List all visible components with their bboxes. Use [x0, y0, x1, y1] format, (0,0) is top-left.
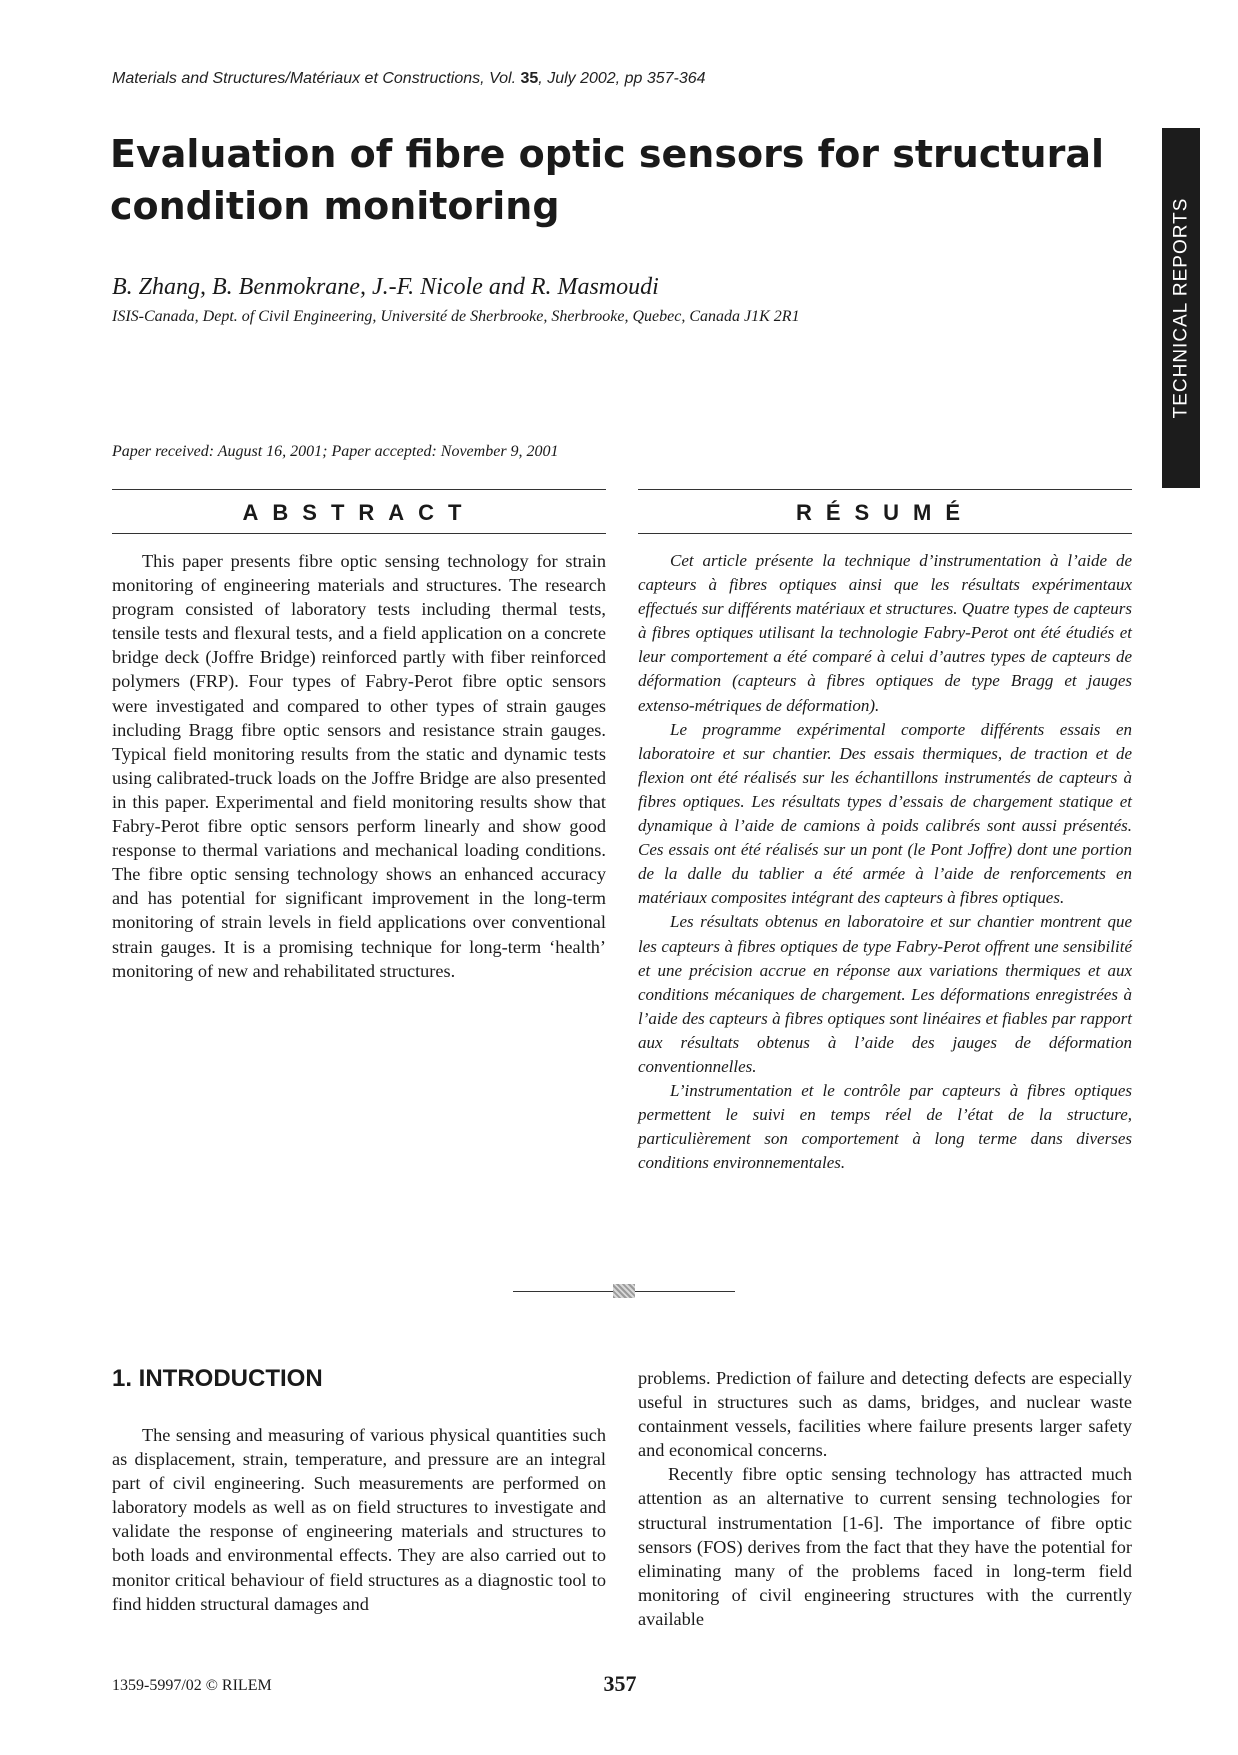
- abstract-top-rule: [112, 489, 606, 490]
- introduction-left-column: [112, 1423, 606, 1616]
- introduction-continuation: problems. Prediction of failure and detecting defects are especially useful in structures such as dams, bridges, and nuclear waste containment vessels, facilities where failure presents larger safety and economical concerns.: [638, 1368, 1132, 1461]
- resume-heading: RÉSUMÉ: [795, 500, 975, 525]
- resume-paragraph: Les résultats obtenus en laboratoire et sur chantier montrent que les capteurs à fibres optiques de type Fabry-Perot offrent une sensibilité et une précision accrue en réponse aux variations thermiques et aux conditions mécaniques de chargement. Les déformations enregistrées à l’aide des capteurs à fibres optiques sont linéaires et fiables par rapport aux résultats obtenus à l’aide des jauges de déformation conventionnelles.: [638, 912, 1132, 1076]
- abstract-bottom-rule: [112, 533, 606, 534]
- resume-text: [638, 549, 1132, 1175]
- resume-top-rule: [638, 489, 1132, 490]
- introduction-paragraph: Recently fibre optic sensing technology has attracted much attention as an alternative to current sensing technologies for structural instrumentation [1-6]. The importance of fibre optic sensors (FOS) derives from the fact that they have the potential for eliminating many of the problems faced in long-term field monitoring of civil engineering structures with the currently available: [638, 1464, 1132, 1629]
- journal-name: Materials and Structures/Matériaux et Constructions,: [112, 70, 485, 87]
- divider-line-right: [635, 1291, 735, 1292]
- section-side-tab: [1162, 128, 1200, 488]
- side-tab-label: TECHNICAL REPORTS: [1170, 197, 1192, 419]
- abstract-text: This paper presents fibre optic sensing technology for strain monitoring of engineering materials and structures. The research program consisted of laboratory tests including thermal tests, tensile tests and flexural tests, and a field application on a concrete bridge deck (Joffre Bridge) reinforced partly with fiber reinforced polymers (FRP). Four types of Fabry-Perot fibre optic sensors were investigated and compared to other types of strain gauges including Bragg fibre optic sensors and resistance strain gauges. Typical field monitoring results from the static and dynamic tests using calibrated-truck loads on the Joffre Bridge are also presented in this paper. Experimental and field monitoring results show that Fabry-Perot fibre optic sensors perform linearly and show good response to thermal variations and mechanical loading conditions. The fibre optic sensing technology shows an enhanced accuracy and has potential for significant improvement in the long-term monitoring of strain levels in field applications over conventional strain gauges. It is a promising technique for long-term ‘health’ monitoring of new and rehabilitated structures.: [112, 551, 606, 981]
- resume-paragraph: L’instrumentation et le contrôle par capteurs à fibres optiques permettent le suivi en temps réel de l’état de la structure, particulièrement son comportement à long terme dans diverses conditions environnementales.: [638, 1081, 1132, 1173]
- resume-paragraph: Cet article présente la technique d’instrumentation à l’aide de capteurs à fibres optiques ainsi que les résultats expérimentaux effectués sur différents matériaux et structures. Quatre types de capteurs à fibres optiques utilisant la technologie Fabry-Perot ont été étudiés et leur comportement a été comparé à celui d’autres types de capteurs de déformation (capteurs à fibres optiques de type Bragg et jauges extenso-métriques de déformation).: [638, 551, 1132, 715]
- resume-bottom-rule: [638, 533, 1132, 534]
- received-dates: Paper received: August 16, 2001; Paper accepted: November 9, 2001: [112, 443, 559, 460]
- introduction-right-column: [638, 1366, 1132, 1631]
- author-affiliation: ISIS-Canada, Dept. of Civil Engineering, Université de Sherbrooke, Sherbrooke, Quebec, Canada J1K 2R1: [112, 308, 800, 325]
- issn-copyright: 1359-5997/02 © RILEM: [112, 1677, 272, 1694]
- divider-ornament: [613, 1284, 635, 1298]
- section-divider: [513, 1281, 735, 1301]
- resume-paragraph: Le programme expérimental comporte différents essais en laboratoire et sur chantier. Des essais thermiques, de traction et de flexion ont été réalisés sur les échantillons instrumentés de capteurs à fibres optiques. Les résultats types d’essais de chargement statique et dynamique à l’aide de camions à poids calibrés sont aussi présentés. Ces essais ont été réalisés sur un pont (le Pont Joffre) dont une portion de la dalle du tablier a été armée à l’aide de renforcements en matériaux composites intégrant des capteurs à fibres optiques.: [638, 719, 1132, 908]
- abstract-heading: ABSTRACT: [242, 500, 476, 525]
- page-number: 357: [603, 1671, 637, 1696]
- introduction-paragraph: The sensing and measuring of various physical quantities such as displacement, strain, temperature, and pressure are an integral part of civil engineering. Such measurements are performed on laboratory models as well as on field structures to investigate and validate the response of engineering materials and structures to both loads and environmental effects. They are also carried out to monitor critical behaviour of field structures as a diagnostic tool to find hidden structural damages and: [112, 1425, 606, 1614]
- divider-line-left: [513, 1291, 613, 1292]
- introduction-heading: 1. INTRODUCTION: [112, 1365, 323, 1392]
- volume-label: Vol.: [489, 70, 517, 87]
- paper-title: Evaluation of fibre optic sensors for structural condition monitoring: [110, 132, 1104, 228]
- issue-pages: , July 2002, pp 357-364: [538, 70, 706, 87]
- volume-number: 35: [520, 70, 539, 87]
- journal-header: [112, 70, 706, 88]
- author-list: B. Zhang, B. Benmokrane, J.-F. Nicole and R. Masmoudi: [112, 274, 659, 300]
